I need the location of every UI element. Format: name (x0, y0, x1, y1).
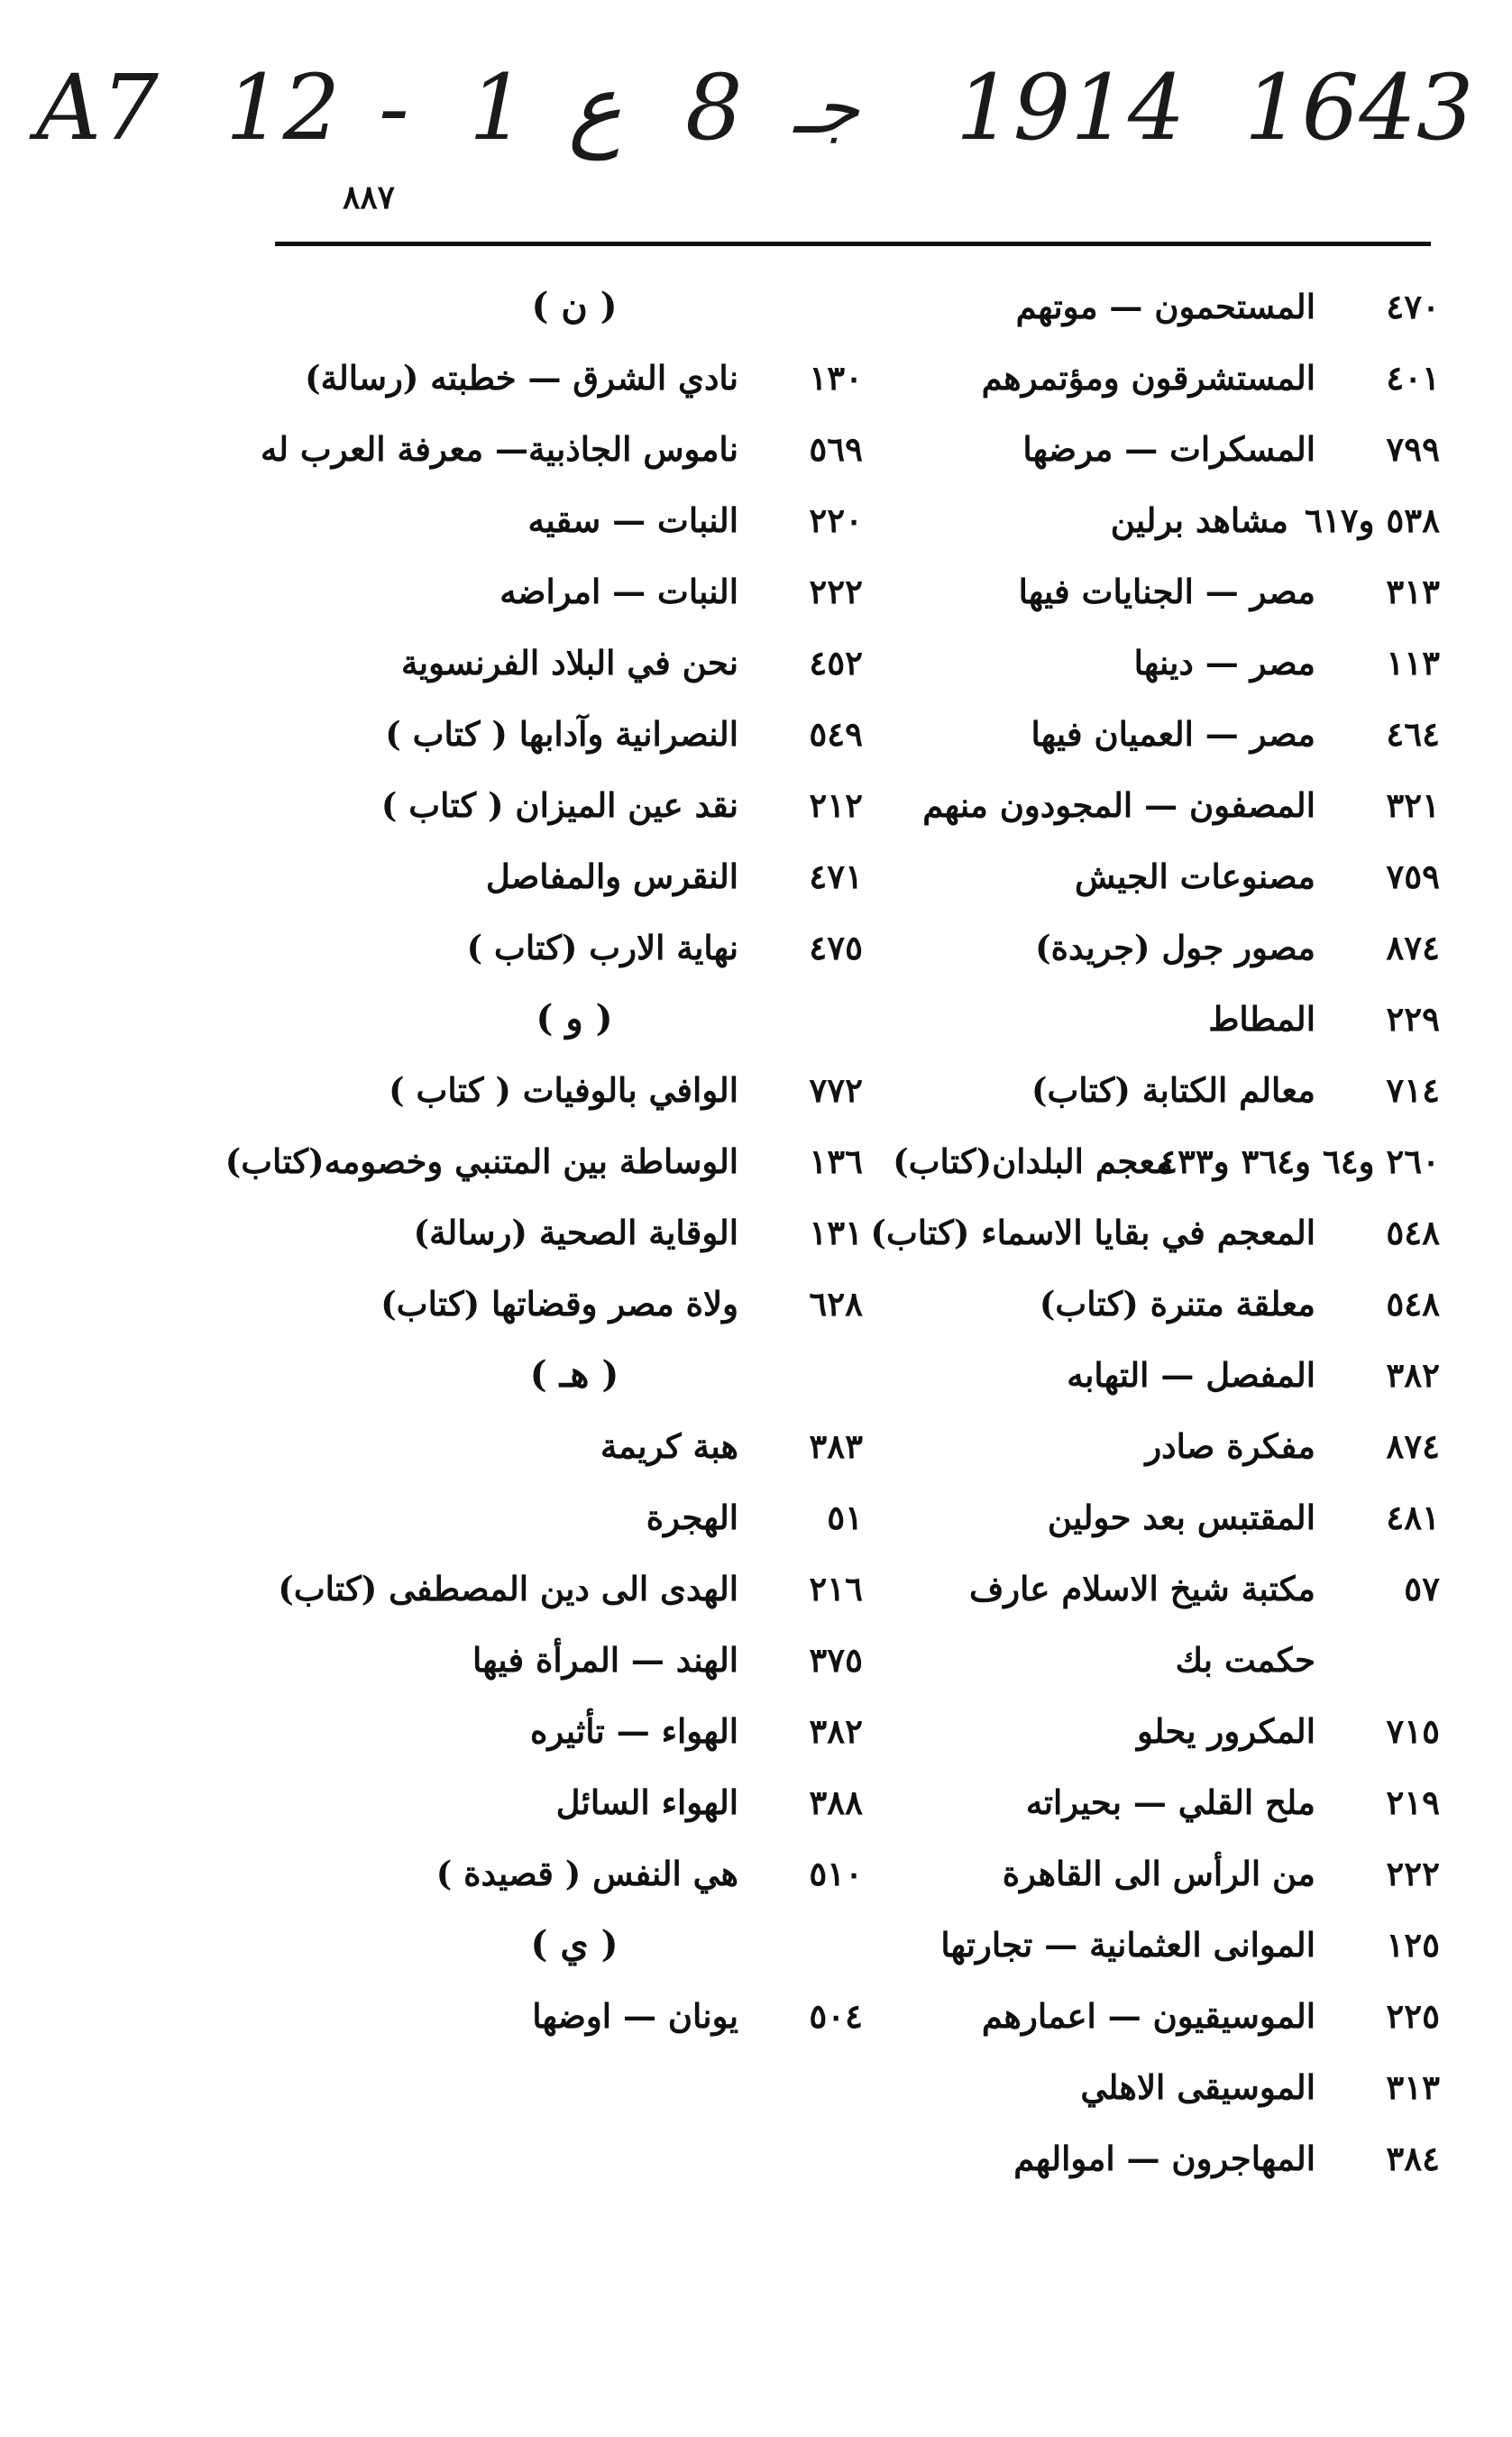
entry-title: المستحمون — موتهم (1015, 286, 1315, 326)
entry-page: ٥٤٩ (809, 713, 863, 754)
entry-title: مصور جول (جريدة) (1035, 927, 1315, 967)
entry-title: الهند — المرأة فيها (472, 1639, 738, 1680)
entry-page: ٢٦٠ و٦٤ و٣٦٤ و٤٣٣ (1159, 1141, 1440, 1181)
entry-page: ٣٨٣ (809, 1425, 863, 1466)
entry-page: ٣٢١ (1386, 784, 1440, 825)
entry-page: ١١٣ (1386, 642, 1440, 683)
list-item (881, 2051, 1440, 2122)
entry-page: ٢٢٢ (809, 571, 863, 611)
entry-title: ولاة مصر وقضاتها (كتاب) (380, 1283, 738, 1324)
entry-title: المهاجرون — اموالهم (1013, 2138, 1315, 2178)
list-item (250, 627, 863, 698)
list-item (250, 698, 863, 769)
list-item (250, 1054, 863, 1125)
entry-page: ٥٠٤ (809, 1995, 863, 2036)
list-item (250, 1553, 863, 1624)
entry-page: ٤٧١ (809, 856, 863, 896)
entry-page: ٤٨١ (1386, 1497, 1440, 1537)
entry-page: ٥٤٨ (1386, 1212, 1440, 1252)
entry-page: ٣١٣ (1386, 571, 1440, 611)
list-item (250, 912, 863, 983)
entry-page: ٣٧٥ (809, 1639, 863, 1680)
entry-title: نقد عين الميزان ( كتاب ) (380, 784, 738, 825)
entry-page: ٣٨٤ (1386, 2138, 1440, 2178)
list-item (881, 555, 1440, 627)
list-item (250, 769, 863, 840)
entry-title: مشاهد برلين (1110, 499, 1288, 540)
list-item (881, 769, 1440, 840)
entry-title: الهدى الى دين المصطفى (كتاب) (278, 1568, 738, 1608)
entry-title: الموانى العثمانية — تجارتها (940, 1924, 1315, 1965)
entry-title: المستشرقون ومؤتمرهم (981, 357, 1315, 398)
entry-title: مصنوعات الجيش (1074, 856, 1315, 896)
entry-page: ٣٨٢ (1386, 1354, 1440, 1395)
section-header-ha: ( هـ ) (529, 1353, 619, 1396)
entry-page: ١٣٠ (809, 357, 863, 398)
entry-title: هبة كريمة (600, 1425, 738, 1466)
entry-page: ٢٢٩ (1386, 998, 1440, 1039)
entry-page: ٥١٠ (809, 1853, 863, 1893)
list-item (881, 1054, 1440, 1125)
index-column-left (225, 270, 863, 2051)
list-item (881, 840, 1440, 912)
entry-title: النبات — امراضه (499, 571, 738, 611)
list-item-continuation (881, 1624, 1440, 1695)
entry-page: ٤٧٠ (1386, 286, 1440, 326)
list-item (881, 1837, 1440, 1909)
list-item (250, 1268, 863, 1339)
entry-title: النصرانية وآدابها ( كتاب ) (385, 713, 738, 754)
entry-title: نهاية الارب (كتاب ) (466, 927, 738, 967)
entry-page: ٤٧٥ (809, 927, 863, 967)
list-item (250, 484, 863, 555)
entry-page: ٢٢٠ (809, 499, 863, 540)
entry-page: ٢١٩ (1386, 1782, 1440, 1822)
entry-page: ١٣١ (809, 1212, 863, 1252)
list-item (881, 1766, 1440, 1837)
index-column-right (870, 270, 1440, 2194)
entry-title: مصر — دينها (1133, 642, 1315, 683)
header-rule (275, 242, 1431, 246)
list-item (250, 1410, 863, 1481)
list-item (870, 1196, 1440, 1268)
entry-title: ملح القلي — بحيراته (1025, 1782, 1315, 1822)
entry-title: المصفون — المجودون منهم (922, 784, 1315, 825)
entry-title: نادي الشرق — خطبته (رسالة) (305, 357, 738, 398)
entry-title: النقرس والمفاصل (485, 856, 738, 896)
entry-title: المفصل — التهابه (1067, 1354, 1315, 1395)
list-item (250, 413, 863, 484)
entry-page: ٨٧٤ (1386, 927, 1440, 967)
handwritten-number: 1643 (1244, 55, 1474, 160)
list-item (881, 912, 1440, 983)
entry-title: معلقة متنرة (كتاب) (1039, 1283, 1315, 1324)
entry-title: مفكرة صادر (1145, 1425, 1315, 1466)
entry-page: ٤٥٢ (809, 642, 863, 683)
list-item (881, 1980, 1440, 2051)
list-item (881, 1125, 1440, 1196)
list-item (881, 1268, 1440, 1339)
list-item (881, 1695, 1440, 1766)
list-item (250, 1837, 863, 1909)
entry-title: ناموس الجاذبية— معرفة العرب له (260, 428, 738, 469)
entry-title: الوساطة بين المتنبي وخصومه(كتاب) (225, 1141, 738, 1181)
entry-title: الموسيقى الاهلي (1080, 2066, 1315, 2107)
list-item (881, 627, 1440, 698)
entry-page: ٥١ (827, 1497, 863, 1537)
list-item (881, 342, 1440, 413)
list-item (250, 1196, 863, 1268)
entry-title: يونان — اوضها (532, 1995, 738, 2036)
list-item (881, 1909, 1440, 1980)
entry-title: الهواء — تأثيره (530, 1710, 738, 1751)
entry-title: المعجم في بقايا الاسماء (كتاب) (870, 1212, 1315, 1252)
list-item (881, 413, 1440, 484)
entry-title: مصر — العميان فيها (1031, 713, 1315, 754)
list-item (250, 1766, 863, 1837)
entry-title: حكمت بك (1175, 1639, 1315, 1680)
entry-title: مصر — الجنايات فيها (1018, 571, 1315, 611)
list-item (250, 1481, 863, 1553)
entry-page: ٤٦٤ (1386, 713, 1440, 754)
entry-title: المسكرات — مرضها (1022, 428, 1315, 469)
entry-page: ٢١٢ (809, 784, 863, 825)
entry-title: الهجرة (646, 1497, 738, 1537)
entry-page: ٣٨٢ (809, 1710, 863, 1751)
section-header-nun: ( ن ) (531, 285, 618, 327)
list-item (881, 484, 1440, 555)
list-item (881, 1553, 1440, 1624)
entry-page: ٥٧ (1404, 1568, 1440, 1608)
entry-page: ٨٧٤ (1386, 1425, 1440, 1466)
entry-title: المكرور يحلو (1137, 1710, 1315, 1751)
entry-page: ٢٢٢ (1386, 1853, 1440, 1893)
list-item (881, 2122, 1440, 2194)
list-item (250, 342, 863, 413)
list-item (881, 698, 1440, 769)
entry-page: ١٣٦ (809, 1141, 863, 1181)
handwritten-year: 1914 (956, 55, 1186, 160)
section-header-waw: ( و ) (536, 997, 613, 1040)
list-item (250, 1624, 863, 1695)
entry-title: الموسيقيون — اعمارهم (981, 1995, 1315, 2036)
entry-title: مكتبة شيخ الاسلام عارف (968, 1568, 1315, 1608)
page-number: ٨٨٧ (343, 179, 396, 216)
entry-page: ٦٢٨ (809, 1283, 863, 1324)
handwritten-letter: ع (568, 55, 622, 160)
entry-page: ٧٩٩ (1386, 428, 1440, 469)
list-item (250, 555, 863, 627)
handwritten-number: 1 (469, 55, 527, 160)
list-item (881, 1339, 1440, 1410)
list-item (225, 1125, 863, 1196)
section-header-ya: ( ي ) (530, 1923, 619, 1965)
list-item (881, 1410, 1440, 1481)
entry-page: ٣٨٨ (809, 1782, 863, 1822)
list-item (881, 1481, 1440, 1553)
entry-title: المقتبس بعد حولين (1047, 1497, 1315, 1537)
entry-page: ٥٤٨ (1386, 1283, 1440, 1324)
handwritten-dash: - (379, 55, 409, 160)
handwritten-code: A7 (36, 55, 159, 160)
entry-page: ٧٥٩ (1386, 856, 1440, 896)
entry-title: هي النفس ( قصيدة ) (435, 1853, 738, 1893)
entry-page: ٥٦٩ (809, 428, 863, 469)
entry-title: الهواء السائل (555, 1782, 738, 1822)
entry-page: ٢٢٥ (1386, 1995, 1440, 2036)
handwritten-number: 12 (225, 55, 341, 160)
list-item (881, 270, 1440, 342)
entry-title: معجم البلدان(كتاب) (893, 1141, 1173, 1181)
entry-title: من الرأس الى القاهرة (1002, 1853, 1315, 1893)
entry-page: ٢١٦ (809, 1568, 863, 1608)
entry-page: ٧١٥ (1386, 1710, 1440, 1751)
entry-title: الوقاية الصحية (رسالة) (413, 1212, 738, 1252)
entry-page: ١٢٥ (1386, 1924, 1440, 1965)
entry-title: نحن في البلاد الفرنسوية (400, 642, 738, 683)
entry-title: النبات — سقيه (527, 499, 738, 540)
entry-page: ٣١٣ (1386, 2066, 1440, 2107)
list-item (881, 983, 1440, 1054)
entry-page: ٥٣٨ و٦١٧ (1305, 499, 1440, 540)
handwritten-number: 8 (685, 55, 743, 160)
entry-page: ٧٧٢ (809, 1069, 863, 1110)
handwritten-letter: جـ (793, 66, 859, 150)
entry-page: ٤٠١ (1386, 357, 1440, 398)
handwritten-annotation (0, 0, 1512, 216)
list-item (250, 1980, 863, 2051)
entry-title: الوافي بالوفيات ( كتاب ) (389, 1069, 738, 1110)
entry-page: ٧١٤ (1386, 1069, 1440, 1110)
list-item (250, 840, 863, 912)
entry-title: المطاط (1208, 998, 1315, 1039)
entry-title: معالم الكتابة (كتاب) (1031, 1069, 1315, 1110)
list-item (250, 1695, 863, 1766)
